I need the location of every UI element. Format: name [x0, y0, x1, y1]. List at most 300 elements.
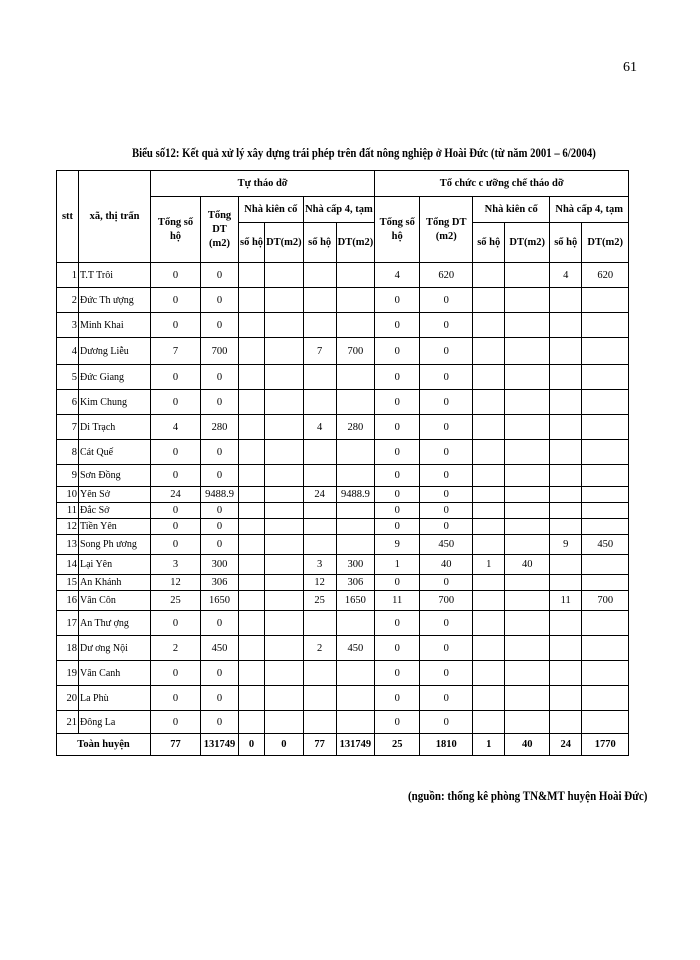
row-cell-c8: 0 [420, 313, 473, 338]
row-cell-c11 [550, 338, 582, 365]
row-stt: 1 [57, 263, 79, 288]
row-cell-c11 [550, 661, 582, 686]
row-cell-c11 [550, 365, 582, 390]
row-cell-c12 [582, 711, 629, 734]
header-self-demolish: Tự tháo dỡ [151, 171, 375, 197]
header-total-area: Tổng DT (m2) [201, 197, 239, 263]
row-cell-c11 [550, 503, 582, 519]
row-cell-c5 [303, 313, 336, 338]
row-cell-c1: 0 [151, 611, 201, 636]
row-cell-c7: 11 [375, 591, 420, 611]
row-commune: Đắc Sở [79, 503, 151, 519]
row-cell-c12 [582, 636, 629, 661]
row-cell-c10 [505, 636, 550, 661]
row-commune: Minh Khai [79, 313, 151, 338]
row-commune: Tiền Yên [79, 519, 151, 535]
row-cell-c4 [265, 365, 304, 390]
row-cell-c12 [582, 390, 629, 415]
total-cell-c7: 25 [375, 734, 420, 756]
row-cell-c2: 0 [201, 288, 239, 313]
row-cell-c10 [505, 465, 550, 487]
row-cell-c3 [239, 415, 265, 440]
row-cell-c8: 0 [420, 365, 473, 390]
row-cell-c8: 700 [420, 591, 473, 611]
row-stt: 5 [57, 365, 79, 390]
header-households: số hộ [303, 223, 336, 263]
row-cell-c8: 40 [420, 555, 473, 575]
row-cell-c2: 450 [201, 636, 239, 661]
row-cell-c3 [239, 711, 265, 734]
row-cell-c8: 0 [420, 575, 473, 591]
row-cell-c10 [505, 686, 550, 711]
row-stt: 16 [57, 591, 79, 611]
row-cell-c10 [505, 313, 550, 338]
table-row [57, 575, 629, 591]
total-cell-c6: 131749 [336, 734, 375, 756]
row-cell-c12 [582, 365, 629, 390]
row-commune: Đức Giang [79, 365, 151, 390]
table-row [57, 535, 629, 555]
row-cell-c3 [239, 535, 265, 555]
row-cell-c4 [265, 288, 304, 313]
row-cell-c4 [265, 338, 304, 365]
row-cell-c6: 9488.9 [336, 487, 375, 503]
row-cell-c12: 450 [582, 535, 629, 555]
row-cell-c3 [239, 661, 265, 686]
row-cell-c12: 700 [582, 591, 629, 611]
row-cell-c9 [473, 415, 505, 440]
row-cell-c8: 620 [420, 263, 473, 288]
row-cell-c6 [336, 711, 375, 734]
table-body [57, 263, 629, 756]
row-cell-c8: 0 [420, 503, 473, 519]
row-cell-c2: 0 [201, 611, 239, 636]
row-commune: Song Ph ương [79, 535, 151, 555]
row-cell-c5 [303, 390, 336, 415]
row-cell-c6 [336, 611, 375, 636]
row-cell-c3 [239, 263, 265, 288]
row-cell-c12 [582, 313, 629, 338]
row-cell-c2: 280 [201, 415, 239, 440]
row-commune: Cát Quế [79, 440, 151, 465]
total-cell-c12: 1770 [582, 734, 629, 756]
row-cell-c11 [550, 313, 582, 338]
row-cell-c7: 0 [375, 503, 420, 519]
row-cell-c3 [239, 390, 265, 415]
row-cell-c5: 3 [303, 555, 336, 575]
row-cell-c4 [265, 711, 304, 734]
row-cell-c2: 0 [201, 390, 239, 415]
row-cell-c1: 7 [151, 338, 201, 365]
header-forced-demolish: Tổ chức c ưỡng chế tháo dỡ [375, 171, 629, 197]
table-row [57, 503, 629, 519]
row-cell-c8: 0 [420, 636, 473, 661]
row-cell-c12 [582, 611, 629, 636]
row-stt: 18 [57, 636, 79, 661]
header-solid-house: Nhà kiên cố [239, 197, 304, 223]
row-cell-c11 [550, 686, 582, 711]
row-cell-c1: 0 [151, 535, 201, 555]
row-cell-c11 [550, 636, 582, 661]
row-cell-c6: 1650 [336, 591, 375, 611]
row-cell-c5: 4 [303, 415, 336, 440]
total-label: Toàn huyện [57, 734, 151, 756]
row-cell-c1: 25 [151, 591, 201, 611]
data-table [56, 170, 629, 756]
row-cell-c6: 306 [336, 575, 375, 591]
table-row [57, 263, 629, 288]
total-cell-c9: 1 [473, 734, 505, 756]
row-cell-c9 [473, 711, 505, 734]
row-cell-c12 [582, 503, 629, 519]
row-cell-c2: 0 [201, 365, 239, 390]
row-cell-c4 [265, 519, 304, 535]
row-cell-c1: 2 [151, 636, 201, 661]
row-cell-c2: 9488.9 [201, 487, 239, 503]
row-cell-c8: 0 [420, 519, 473, 535]
row-stt: 17 [57, 611, 79, 636]
row-cell-c1: 0 [151, 661, 201, 686]
row-cell-c3 [239, 440, 265, 465]
row-cell-c12 [582, 440, 629, 465]
row-cell-c2: 0 [201, 440, 239, 465]
row-cell-c10: 40 [505, 555, 550, 575]
row-cell-c1: 0 [151, 686, 201, 711]
row-cell-c5: 7 [303, 338, 336, 365]
total-cell-c1: 77 [151, 734, 201, 756]
row-cell-c3 [239, 365, 265, 390]
row-stt: 6 [57, 390, 79, 415]
row-cell-c3 [239, 503, 265, 519]
table-row [57, 288, 629, 313]
row-cell-c9 [473, 465, 505, 487]
row-cell-c7: 9 [375, 535, 420, 555]
row-commune: Lại Yên [79, 555, 151, 575]
row-stt: 14 [57, 555, 79, 575]
row-cell-c6 [336, 503, 375, 519]
row-cell-c7: 0 [375, 440, 420, 465]
row-cell-c1: 0 [151, 390, 201, 415]
row-cell-c12 [582, 415, 629, 440]
row-cell-c12 [582, 661, 629, 686]
row-cell-c10 [505, 503, 550, 519]
row-cell-c10 [505, 415, 550, 440]
row-cell-c2: 0 [201, 465, 239, 487]
row-cell-c1: 24 [151, 487, 201, 503]
row-cell-c4 [265, 611, 304, 636]
row-cell-c2: 0 [201, 711, 239, 734]
row-cell-c7: 0 [375, 365, 420, 390]
row-cell-c10 [505, 288, 550, 313]
header-area: DT(m2) [582, 223, 629, 263]
row-cell-c1: 0 [151, 288, 201, 313]
table-row [57, 661, 629, 686]
row-cell-c12 [582, 338, 629, 365]
row-cell-c5 [303, 465, 336, 487]
row-cell-c1: 3 [151, 555, 201, 575]
row-cell-c6 [336, 465, 375, 487]
row-cell-c2: 300 [201, 555, 239, 575]
row-cell-c4 [265, 390, 304, 415]
row-cell-c9 [473, 519, 505, 535]
row-cell-c9: 1 [473, 555, 505, 575]
row-cell-c1: 0 [151, 519, 201, 535]
row-cell-c5 [303, 263, 336, 288]
row-cell-c10 [505, 338, 550, 365]
row-cell-c7: 0 [375, 338, 420, 365]
row-cell-c1: 0 [151, 313, 201, 338]
row-cell-c9 [473, 503, 505, 519]
row-cell-c3 [239, 611, 265, 636]
row-cell-c5 [303, 440, 336, 465]
row-cell-c7: 0 [375, 313, 420, 338]
header-households: số hộ [473, 223, 505, 263]
row-cell-c8: 0 [420, 440, 473, 465]
header-total-households: Tổng số hộ [151, 197, 201, 263]
row-commune: An Khánh [79, 575, 151, 591]
row-cell-c6: 700 [336, 338, 375, 365]
row-cell-c1: 0 [151, 465, 201, 487]
row-cell-c3 [239, 555, 265, 575]
row-cell-c5: 12 [303, 575, 336, 591]
page-number: 61 [623, 60, 637, 75]
row-cell-c8: 0 [420, 338, 473, 365]
row-cell-c4 [265, 313, 304, 338]
total-cell-c8: 1810 [420, 734, 473, 756]
row-cell-c3 [239, 487, 265, 503]
table-caption: Biểu số12: Kết quả xử lý xây dựng trái phép trên đất nông nghiệp ở Hoài Đức (từ năm 2001 – 6/2004) [132, 146, 596, 160]
row-cell-c5 [303, 661, 336, 686]
row-cell-c2: 0 [201, 661, 239, 686]
row-cell-c9 [473, 440, 505, 465]
table-row [57, 519, 629, 535]
row-cell-c6 [336, 288, 375, 313]
total-cell-c10: 40 [505, 734, 550, 756]
row-cell-c6 [336, 535, 375, 555]
row-cell-c5 [303, 519, 336, 535]
header-area: DT(m2) [336, 223, 375, 263]
row-cell-c7: 0 [375, 390, 420, 415]
row-cell-c3 [239, 686, 265, 711]
row-cell-c7: 0 [375, 575, 420, 591]
row-cell-c12: 620 [582, 263, 629, 288]
row-cell-c10 [505, 535, 550, 555]
row-cell-c9 [473, 313, 505, 338]
row-cell-c6 [336, 661, 375, 686]
row-cell-c5 [303, 711, 336, 734]
row-cell-c3 [239, 519, 265, 535]
table-row [57, 415, 629, 440]
row-cell-c7: 0 [375, 519, 420, 535]
row-cell-c12 [582, 575, 629, 591]
row-cell-c10 [505, 575, 550, 591]
row-cell-c11 [550, 465, 582, 487]
row-commune: Vân Canh [79, 661, 151, 686]
row-cell-c7: 0 [375, 711, 420, 734]
header-households: số hộ [550, 223, 582, 263]
row-cell-c11 [550, 519, 582, 535]
row-cell-c9 [473, 338, 505, 365]
row-cell-c5: 2 [303, 636, 336, 661]
row-stt: 7 [57, 415, 79, 440]
row-cell-c5: 25 [303, 591, 336, 611]
row-cell-c10 [505, 591, 550, 611]
row-cell-c6 [336, 263, 375, 288]
row-cell-c5 [303, 611, 336, 636]
row-commune: T.T Trôi [79, 263, 151, 288]
row-cell-c10 [505, 711, 550, 734]
row-cell-c9 [473, 390, 505, 415]
row-cell-c8: 0 [420, 661, 473, 686]
row-cell-c6 [336, 365, 375, 390]
row-cell-c6 [336, 313, 375, 338]
row-stt: 20 [57, 686, 79, 711]
row-cell-c4 [265, 415, 304, 440]
row-cell-c9 [473, 636, 505, 661]
row-commune: Di Trạch [79, 415, 151, 440]
header-total-households-forced: Tổng số hộ [375, 197, 420, 263]
row-stt: 9 [57, 465, 79, 487]
row-cell-c5: 24 [303, 487, 336, 503]
row-cell-c1: 0 [151, 263, 201, 288]
header-area: DT(m2) [265, 223, 304, 263]
row-cell-c2: 0 [201, 503, 239, 519]
row-cell-c2: 0 [201, 535, 239, 555]
row-cell-c8: 0 [420, 465, 473, 487]
row-cell-c12 [582, 555, 629, 575]
row-cell-c9 [473, 487, 505, 503]
row-stt: 4 [57, 338, 79, 365]
table-row [57, 390, 629, 415]
row-cell-c10 [505, 365, 550, 390]
row-cell-c12 [582, 465, 629, 487]
row-cell-c11 [550, 575, 582, 591]
row-stt: 2 [57, 288, 79, 313]
row-commune: Dương Liễu [79, 338, 151, 365]
total-cell-c2: 131749 [201, 734, 239, 756]
table-row [57, 711, 629, 734]
row-cell-c2: 700 [201, 338, 239, 365]
table-row [57, 440, 629, 465]
row-stt: 10 [57, 487, 79, 503]
row-cell-c8: 0 [420, 611, 473, 636]
row-cell-c8: 0 [420, 487, 473, 503]
row-cell-c1: 0 [151, 365, 201, 390]
row-commune: Yên Sở [79, 487, 151, 503]
table-header [57, 171, 629, 263]
row-commune: An Thư ợng [79, 611, 151, 636]
row-cell-c4 [265, 263, 304, 288]
row-commune: Đông La [79, 711, 151, 734]
row-stt: 15 [57, 575, 79, 591]
row-cell-c11 [550, 611, 582, 636]
row-cell-c8: 0 [420, 711, 473, 734]
header-households: số hộ [239, 223, 265, 263]
table-row [57, 313, 629, 338]
source-note: (nguồn: thống kê phòng TN&MT huyện Hoài Đức) [408, 789, 648, 803]
row-cell-c6 [336, 440, 375, 465]
row-cell-c12 [582, 487, 629, 503]
row-commune: Dư ơng Nội [79, 636, 151, 661]
row-cell-c10 [505, 263, 550, 288]
row-cell-c7: 0 [375, 661, 420, 686]
row-cell-c11 [550, 390, 582, 415]
row-cell-c9 [473, 535, 505, 555]
row-stt: 19 [57, 661, 79, 686]
row-commune: Vân Côn [79, 591, 151, 611]
row-cell-c9 [473, 686, 505, 711]
row-cell-c12 [582, 288, 629, 313]
row-cell-c3 [239, 288, 265, 313]
table-row [57, 338, 629, 365]
row-cell-c7: 0 [375, 686, 420, 711]
row-cell-c5 [303, 503, 336, 519]
row-stt: 13 [57, 535, 79, 555]
row-cell-c2: 0 [201, 263, 239, 288]
row-cell-c4 [265, 686, 304, 711]
row-commune: Đức Th ượng [79, 288, 151, 313]
row-cell-c3 [239, 465, 265, 487]
row-cell-c2: 0 [201, 686, 239, 711]
row-cell-c9 [473, 288, 505, 313]
row-cell-c10 [505, 440, 550, 465]
row-cell-c3 [239, 575, 265, 591]
total-cell-c11: 24 [550, 734, 582, 756]
row-cell-c4 [265, 555, 304, 575]
header-commune: xã, thị trấn [79, 171, 151, 263]
total-row [57, 734, 629, 756]
table-row [57, 487, 629, 503]
row-cell-c6: 450 [336, 636, 375, 661]
table-row [57, 465, 629, 487]
row-cell-c11: 11 [550, 591, 582, 611]
row-cell-c11 [550, 711, 582, 734]
table-row [57, 555, 629, 575]
row-commune: Sơn Đồng [79, 465, 151, 487]
row-cell-c7: 0 [375, 611, 420, 636]
row-cell-c1: 12 [151, 575, 201, 591]
row-cell-c3 [239, 313, 265, 338]
row-cell-c4 [265, 440, 304, 465]
row-cell-c11 [550, 440, 582, 465]
row-cell-c8: 0 [420, 415, 473, 440]
row-cell-c7: 0 [375, 487, 420, 503]
header-area: DT(m2) [505, 223, 550, 263]
row-cell-c4 [265, 661, 304, 686]
row-cell-c8: 0 [420, 288, 473, 313]
row-cell-c3 [239, 591, 265, 611]
row-cell-c9 [473, 575, 505, 591]
row-cell-c9 [473, 263, 505, 288]
row-stt: 12 [57, 519, 79, 535]
row-cell-c2: 0 [201, 313, 239, 338]
row-cell-c10 [505, 519, 550, 535]
row-cell-c7: 0 [375, 465, 420, 487]
row-cell-c11: 9 [550, 535, 582, 555]
row-cell-c3 [239, 338, 265, 365]
row-cell-c9 [473, 611, 505, 636]
row-cell-c9 [473, 365, 505, 390]
row-cell-c10 [505, 611, 550, 636]
row-stt: 3 [57, 313, 79, 338]
row-cell-c9 [473, 661, 505, 686]
row-cell-c7: 0 [375, 636, 420, 661]
row-cell-c10 [505, 390, 550, 415]
row-cell-c9 [473, 591, 505, 611]
header-grade4-house: Nhà cấp 4, tạm [303, 197, 375, 223]
row-cell-c6: 300 [336, 555, 375, 575]
row-cell-c10 [505, 661, 550, 686]
